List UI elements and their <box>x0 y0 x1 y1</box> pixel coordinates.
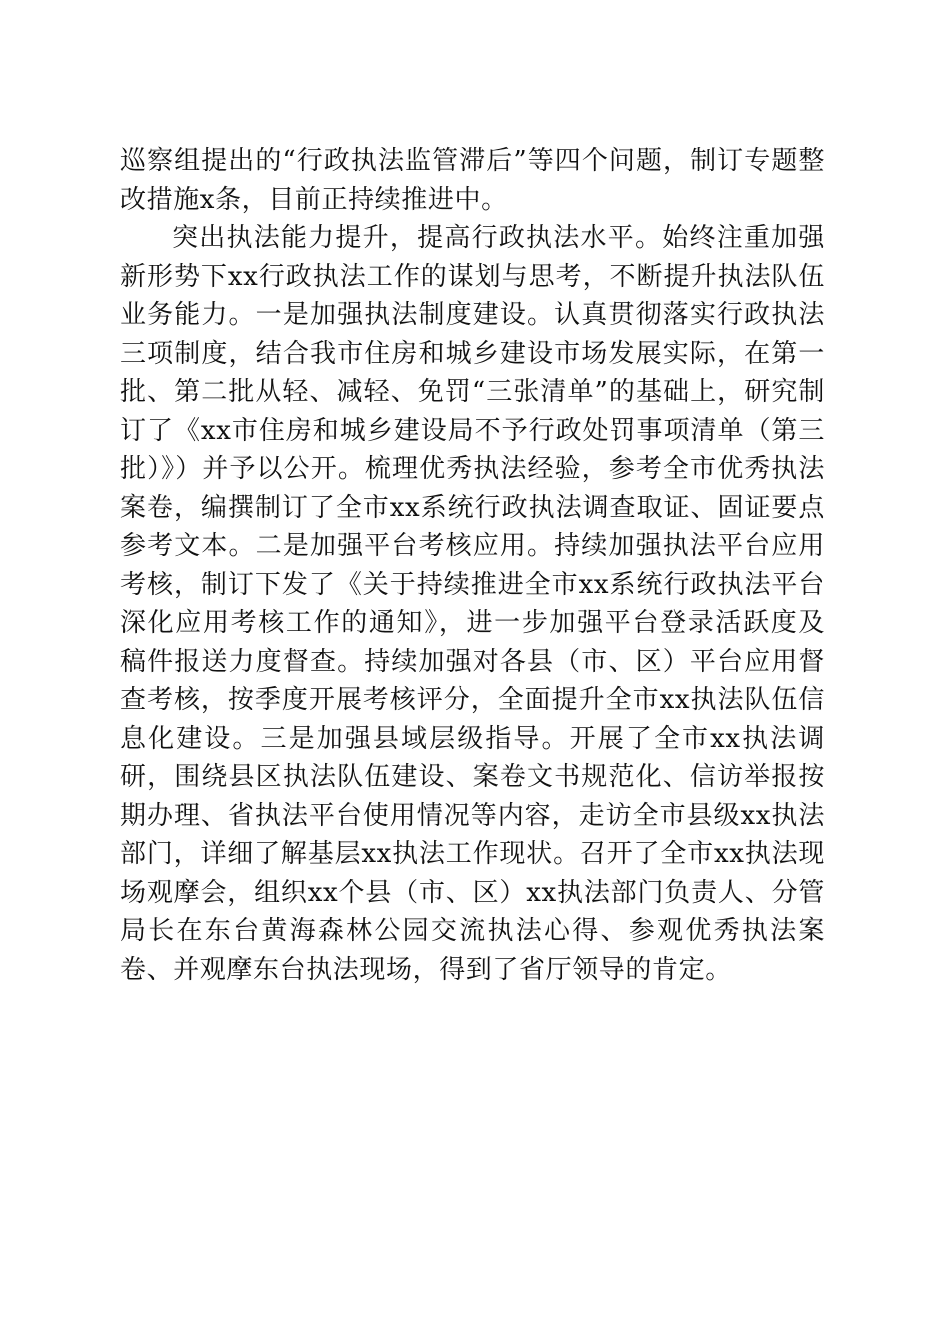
document-body <box>120 142 825 989</box>
paragraph-continuation: 巡察组提出的“行政执法监管滞后”等四个问题，制订专题整改措施x条，目前正持续推进中。 <box>120 146 825 215</box>
paragraph-enforcement-capacity: 突出执法能力提升，提高行政执法水平。始终注重加强新形势下xx行政执法工作的谋划与思考，不断提升执法队伍业务能力。一是加强执法制度建设。认真贯彻落实行政执法三项制度，结合我市住房和城乡建设市场发展实际，在第一批、第二批从轻、减轻、免罚“三张清单”的基础上，研究制订了《xx市住房和城乡建设局不予行政处罚事项清单（第三批）》）并予以公开。梳理优秀执法经验，参考全市优秀执法案卷，编撰制订了全市xx系统行政执法调查取证、固证要点参考文本。二是加强平台考核应用。持续加强执法平台应用考核，制订下发了《关于持续推进全市xx系统行政执法平台深化应用考核工作的通知》，进一步加强平台登录活跃度及稿件报送力度督查。持续加强对各县（市、区）平台应用督查考核，按季度开展考核评分，全面提升全市xx执法队伍信息化建设。三是加强县域层级指导。开展了全市xx执法调研，围绕县区执法队伍建设、案卷文书规范化、信访举报按期办理、省执法平台使用情况等内容，走访全市县级xx执法部门，详细了解基层xx执法工作现状。召开了全市xx执法现场观摩会，组织xx个县（市、区）xx执法部门负责人、分管局长在东台黄海森林公园交流执法心得、参观优秀执法案卷、并观摩东台执法现场，得到了省厅领导的肯定。 <box>120 223 825 985</box>
